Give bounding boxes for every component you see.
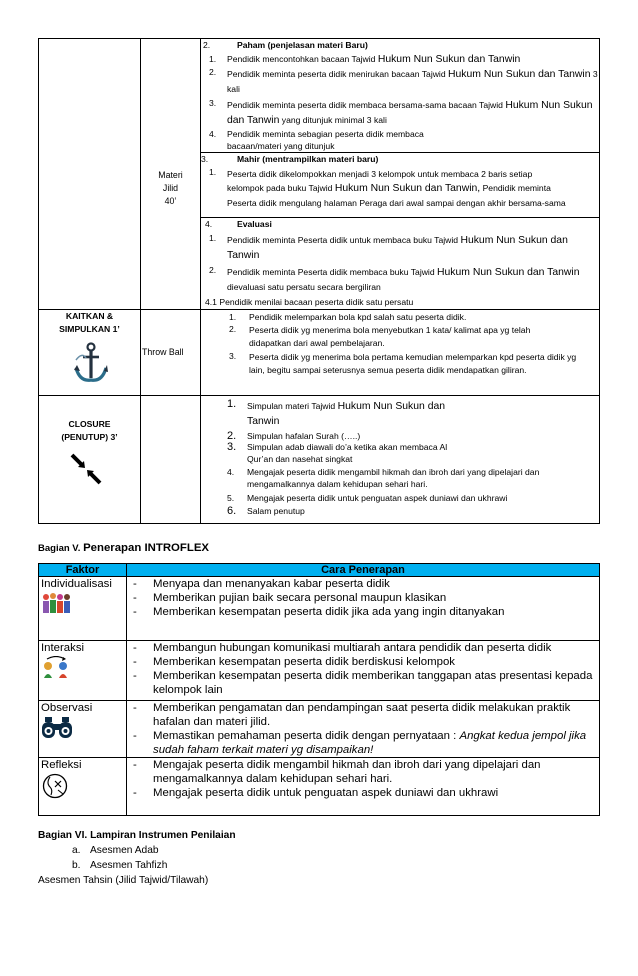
interaction-icon: [41, 656, 71, 680]
paham-item-4: Pendidik meminta sebagian peserta didik membaca bacaan/materi yang ditunjuk: [227, 129, 424, 151]
list-item: a. Asesmen Adab: [72, 845, 159, 856]
closure-steps-cell: 1. Simpulan materi Tajwid Hukum Nun Sukun dan Tanwin 2. Simpulan hafalan Surah (…..) 3. Simpulan adab diawali do’a ketika akan membaca Al Qur’an dan nasehat singkat 4. Mengajak peserta didik mengambil hikmah dan ibroh dari yang dipelajari dan mengamalkannya dalam kehidupan sehari hari. 5. Mengajak peserta didik untuk penguatan aspek duniawi dan ukhrawi 6. Salam penutup: [201, 395, 600, 523]
introflex-table: [38, 563, 600, 816]
faktor-header: Faktor: [39, 564, 127, 577]
people-group-icon: [41, 592, 71, 618]
list-item: b. Asesmen Tahfizh: [72, 860, 168, 871]
method-cell: [141, 309, 201, 395]
materi-label: Materi: [158, 170, 183, 181]
faktor-refleksi: Refleksi: [39, 758, 127, 816]
cara-header: Cara Penerapan: [127, 564, 600, 577]
list-item: - Memberikan pengamatan dan pendampingan saat peserta didik melakukan praktik hafalan dan materi jilid.: [133, 702, 571, 728]
list-item: - Memberikan kesempatan peserta didik memberikan tanggapan atas presentasi kepada kelompok lain: [133, 670, 593, 696]
section-5-heading: [38, 538, 209, 556]
evaluasi-cell: 4. Evaluasi 1. Pendidik meminta Peserta didik untuk membaca buku Tajwid Hukum Nun Sukun dan Tanwin 2. Pendidik meminta Peserta didik membaca buku Tajwid Hukum Nun Sukun dan Tanwin dievaluasi satu persatu secara bergiliran 4.1 Pendidik menilai bacaan peserta didik satu persatu: [201, 218, 600, 309]
paham-item-2: Pendidik meminta peserta didik menirukan bacaan Tajwid Hukum Nun Sukun dan Tanwin 3 kali: [227, 69, 598, 95]
closure-label: CLOSURE: [68, 418, 111, 429]
list-item: - Memastikan pemahaman peserta didik dengan pernyataan : Angkat kedua jempol jika sudah faham terkait materi yg disampaikan!: [133, 730, 587, 756]
mahir-title: Mahir (mentrampilkan materi baru): [237, 154, 379, 165]
kaitkan-item-3: Peserta didik yg menerima bola pertama kemudian melemparkan kpd peserta didik yg lain, begitu sampai seterusnya semua peserta didik mendapatkan giliran.: [249, 352, 577, 376]
closure-item-3: Simpulan adab diawali do’a ketika akan membaca Al Qur’an dan nasehat singkat: [247, 442, 448, 464]
cara-observasi: [127, 701, 600, 758]
list-item: - Membangun hubungan komunikasi multiarah antara pendidik dan peserta didik: [133, 642, 552, 654]
section-5-title: Penerapan INTROFLEX: [83, 542, 210, 554]
jilid-label: Jilid: [162, 183, 179, 194]
faktor-individualisasi: Individualisasi: [39, 577, 127, 641]
list-item: - Menyapa dan menanyakan kabar peserta didik: [133, 578, 390, 590]
evaluasi-footer: 4.1 Pendidik menilai bacaan peserta didik satu persatu: [205, 296, 414, 307]
section-5-prefix: Bagian V.: [38, 543, 84, 554]
mahir-item-1: Peserta didik dikelompokkan menjadi 3 kelompok untuk membaca 2 baris setiap kelompok pada buku Tajwid Hukum Nun Sukun dan Tanwin, Pendidik meminta Peserta didik mengulang halaman Peraga dari awal sampai dengan akhir bersama-sama: [227, 168, 566, 208]
closure-method-cell: [141, 395, 201, 523]
evaluasi-item-2: Pendidik meminta Peserta didik membaca buku Tajwid Hukum Nun Sukun dan Tanwin dievaluasi satu persatu secara bergiliran: [227, 266, 580, 292]
kaitkan-cell: [39, 309, 141, 395]
faktor-interaksi: Interaksi: [39, 641, 127, 701]
cara-refleksi: [127, 758, 600, 816]
simpulkan-label: SIMPULKAN 1’: [59, 323, 120, 334]
list-item: - Memberikan pujian baik secara personal maupun klasikan: [133, 592, 447, 604]
list-item: - Mengajak peserta didik untuk penguatan aspek duniawi dan ukhrawi: [133, 787, 499, 799]
binoculars-icon: [41, 716, 73, 740]
paham-item-3: Pendidik meminta peserta didik membaca bersama-sama bacaan Tajwid Hukum Nun Sukun dan Tanwin yang ditunjuk minimal 3 kali: [227, 100, 593, 127]
closure-item-2: Simpulan hafalan Surah (…..): [247, 430, 361, 441]
closure-item-4: Mengajak peserta didik mengambil hikmah dan ibroh dari yang dipelajari dan mengamalkannya dalam kehidupan sehari hari.: [247, 467, 540, 489]
list-item: - Memberikan kesempatan peserta didik jika ada yang ingin ditanyakan: [133, 606, 505, 618]
reflection-icon: [41, 773, 69, 799]
section-6-title: Bagian VI. Lampiran Instrumen Penilaian: [38, 830, 236, 841]
evaluasi-title: Evaluasi: [237, 219, 272, 230]
closure-item-1: Simpulan materi Tajwid Hukum Nun Sukun dan Tanwin: [247, 400, 446, 427]
anchor-icon: [72, 342, 108, 384]
cara-interaksi: [127, 641, 600, 701]
kaitkan-label: KAITKAN &: [65, 310, 114, 321]
mahir-cell: 3. Mahir (mentrampilkan materi baru) 1. Peserta didik dikelompokkan menjadi 3 kelompok untuk membaca 2 baris setiap kelompok pada buku Tajwid Hukum Nun Sukun dan Tanwin, Pendidik meminta Peserta didik mengulang halaman Peraga dari awal sampai dengan akhir bersama-sama: [201, 153, 600, 218]
paham-item-1: Pendidik mencontohkan bacaan Tajwid Hukum Nun Sukun dan Tanwin: [227, 53, 521, 65]
materi-cell: [141, 39, 201, 310]
cara-individualisasi: [127, 577, 600, 641]
closure-cell: [39, 395, 141, 523]
kaitkan-steps-cell: 1. Pendidik melemparkan bola kpd salah satu peserta didik. 2. Peserta didik yg menerima bola menyebutkan 1 kata/ kalimat apa yg telah didapatkan dari awal pembelajaran. 3. Peserta didik yg menerima bola pertama kemudian melemparkan kpd peserta didik yg lain, begitu sampai seterusnya semua peserta didik mendapatkan giliran.: [201, 309, 600, 395]
throw-ball-label: Throw Ball: [142, 347, 184, 358]
evaluasi-item-1: Pendidik meminta Peserta didik untuk membaca buku Tajwid Hukum Nun Sukun dan Tanwin: [227, 234, 568, 261]
closure-item-5: Mengajak peserta didik untuk penguatan aspek duniawi dan ukhrawi: [247, 492, 508, 503]
closure-item-6: Salam penutup: [247, 506, 305, 517]
list-item: - Mengajak peserta didik mengambil hikmah dan ibroh dari yang dipelajari dan mengamalkannya dalam kehidupan sehari hari.: [133, 759, 541, 785]
arrows-icon: [69, 452, 103, 486]
list-item: - Memberikan kesempatan peserta didik berdiskusi kelompok: [133, 656, 455, 668]
faktor-observasi: Observasi: [39, 701, 127, 758]
kaitkan-item-2: Peserta didik yg menerima bola menyebutkan 1 kata/ kalimat apa yg telah didapatkan dari awal pembelajaran.: [249, 325, 531, 349]
paham-title: Paham (penjelasan materi Baru): [237, 40, 368, 50]
paham-cell: 2. Paham (penjelasan materi Baru) 1. Pendidik mencontohkan bacaan Tajwid Hukum Nun Sukun dan Tanwin 2. Pendidik meminta peserta didik menirukan bacaan Tajwid Hukum Nun Sukun dan Tanwin 3 kali 3. Pendidik meminta peserta didik membaca bersama-sama bacaan Tajwid Hukum Nun Sukun dan Tanwin yang ditunjuk minimal 3 kali 4. Pendidik meminta sebagian peserta didik membaca bacaan/materi yang ditunjuk: [201, 39, 600, 153]
section-6-footer: Asesmen Tahsin (Jilid Tajwid/Tilawah): [38, 875, 209, 886]
learning-steps-table: [38, 38, 600, 524]
phase-cell-empty: [39, 39, 141, 310]
section-6: [38, 828, 236, 888]
duration-label: 40’: [164, 196, 177, 207]
kaitkan-item-1: Pendidik melemparkan bola kpd salah satu peserta didik.: [249, 311, 467, 322]
penutup-label: (PENUTUP) 3’: [61, 431, 118, 442]
